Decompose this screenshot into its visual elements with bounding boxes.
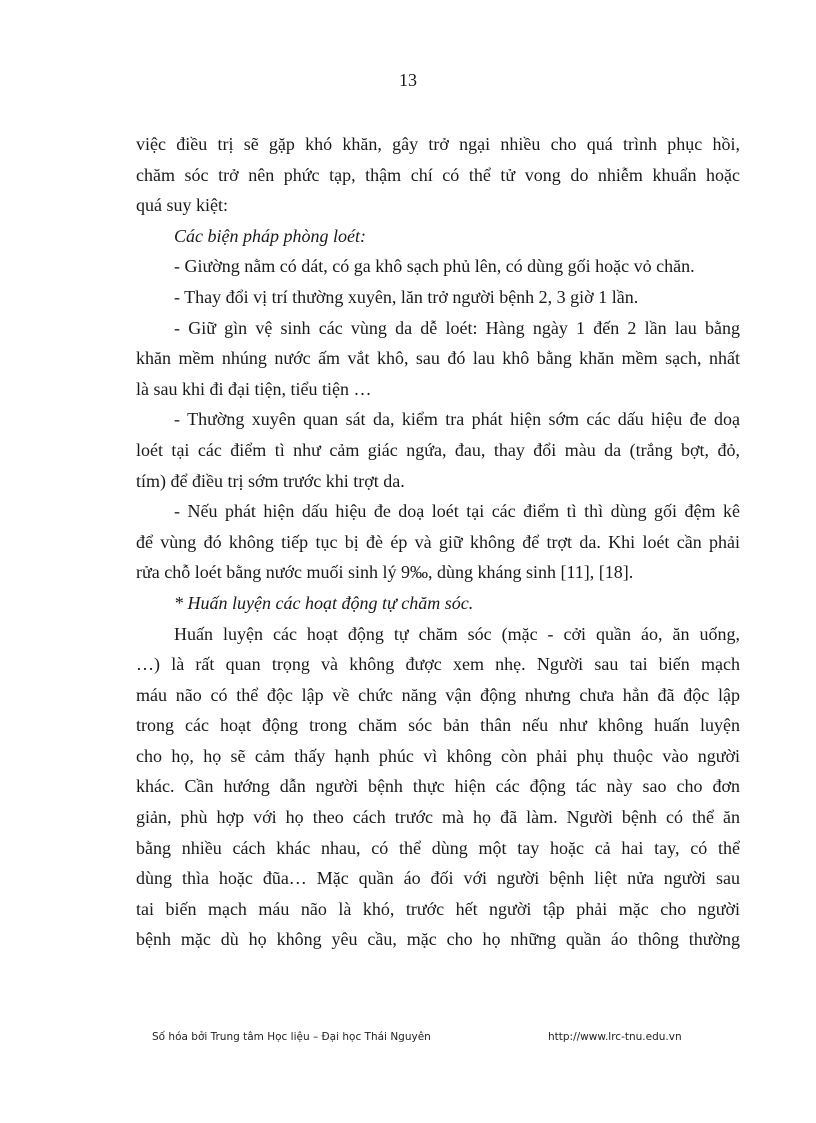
body-line: khăn mềm nhúng nước ấm vắt khô, sau đó lau khô bằng khăn mềm sạch, nhất xyxy=(136,348,740,369)
body-line: …) là rất quan trọng và không được xem nhẹ. Người sau tai biến mạch xyxy=(136,654,740,675)
body-line: bệnh mặc dù họ không yêu cầu, mặc cho họ những quần áo thông thường xyxy=(136,929,740,950)
body-line: Huấn luyện các hoạt động tự chăm sóc (mặc - cởi quần áo, ăn uống, xyxy=(174,623,740,644)
section-heading-self-care: * Huấn luyện các hoạt động tự chăm sóc. xyxy=(174,592,474,613)
bullet-line: - Thường xuyên quan sát da, kiểm tra phát hiện sớm các dấu hiệu đe doạ xyxy=(174,409,740,430)
body-line: khác. Cần hướng dẫn người bệnh thực hiện các động tác này sao cho đơn xyxy=(136,776,740,797)
bullet-line: - Thay đổi vị trí thường xuyên, lăn trở người bệnh 2, 3 giờ 1 lần. xyxy=(174,286,639,307)
body-line: tai biến mạch máu não là khó, trước hết người tập phải mặc cho người xyxy=(136,898,740,919)
section-heading-prevention: Các biện pháp phòng loét: xyxy=(174,225,366,246)
body-line: loét tại các điểm tì như cảm giác ngứa, đau, thay đổi màu da (trắng bợt, đỏ, xyxy=(136,439,740,460)
body-line: chăm sóc trở nên phức tạp, thậm chí có thể tử vong do nhiễm khuẩn hoặc xyxy=(136,164,740,185)
body-line: cho họ, họ sẽ cảm thấy hạnh phúc vì không còn phải phụ thuộc vào người xyxy=(136,745,740,766)
document-body xyxy=(136,129,740,955)
footer-url: http://www.lrc-tnu.edu.vn xyxy=(548,1031,682,1043)
body-line: quá suy kiệt: xyxy=(136,195,228,216)
page-number: 13 xyxy=(399,70,417,90)
body-line: trong các hoạt động trong chăm sóc bản thân nếu như không huấn luyện xyxy=(136,715,740,736)
body-line: dùng thìa hoặc đũa… Mặc quần áo đối với người bệnh liệt nửa người sau xyxy=(136,868,740,889)
body-line: việc điều trị sẽ gặp khó khăn, gây trở ngại nhiều cho quá trình phục hồi, xyxy=(136,134,740,154)
body-line: rửa chỗ loét bằng nước muối sinh lý 9‰, dùng kháng sinh [11], [18]. xyxy=(136,562,634,583)
bullet-line: - Nếu phát hiện dấu hiệu đe doạ loét tại các điểm tì thì dùng gối đệm kê xyxy=(174,501,740,522)
bullet-line: - Giữ gìn vệ sinh các vùng da dễ loét: Hàng ngày 1 đến 2 lần lau bằng xyxy=(174,317,740,338)
body-line: để vùng đó không tiếp tục bị đè ép và giữ không để trợt da. Khi loét cần phải xyxy=(136,531,740,552)
body-line: là sau khi đi đại tiện, tiểu tiện … xyxy=(136,378,372,399)
body-line: bằng nhiều cách khác nhau, có thể dùng một tay hoặc cả hai tay, có thể xyxy=(136,837,740,858)
body-line: tím) để điều trị sớm trước khi trợt da. xyxy=(136,470,405,491)
footer-source: Số hóa bởi Trung tâm Học liệu – Đại học Thái Nguyên xyxy=(152,1031,431,1043)
bullet-line: - Giường nằm có dát, có ga khô sạch phủ lên, có dùng gối hoặc vỏ chăn. xyxy=(174,256,695,277)
body-line: máu não có thể độc lập về chức năng vận động nhưng chưa hẳn đã độc lập xyxy=(136,684,740,705)
body-line: giản, phù hợp với họ theo cách trước mà họ đã làm. Người bệnh có thể ăn xyxy=(136,807,740,828)
